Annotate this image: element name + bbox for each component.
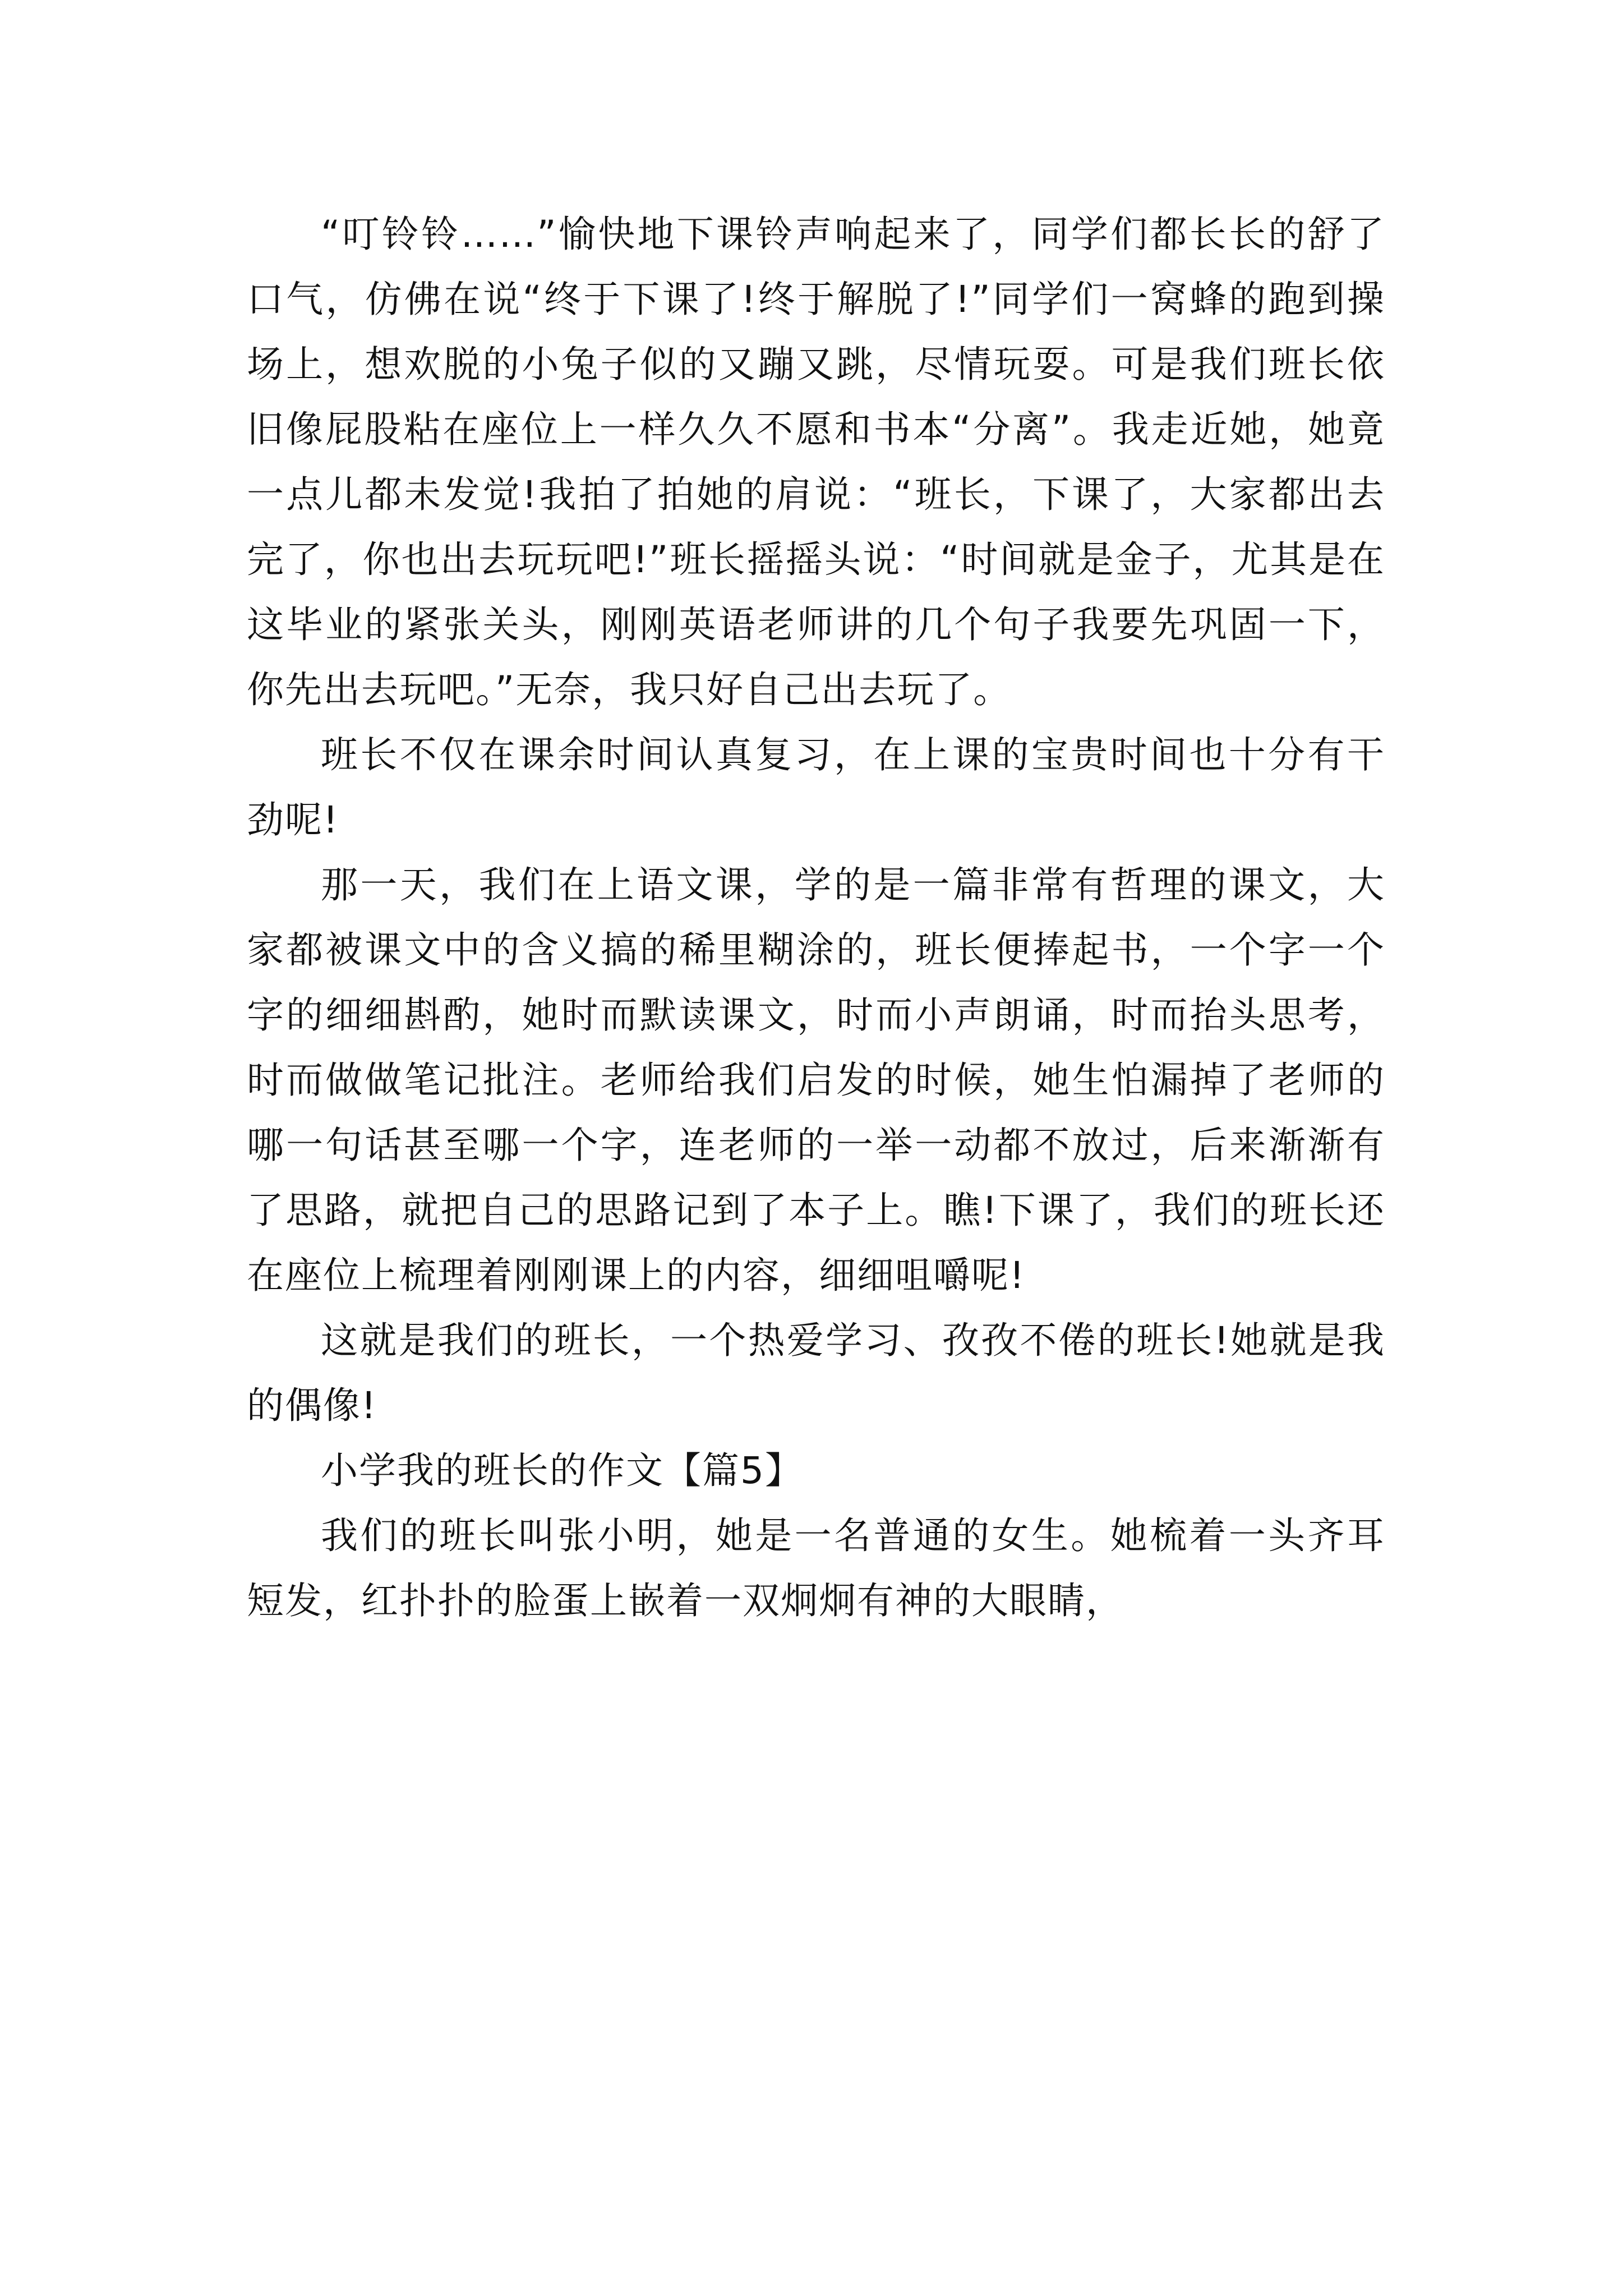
section-heading: 小学我的班长的作文【篇5】	[321, 1449, 803, 1492]
paragraph-conclusion: 这就是我们的班长，一个热爱学习、孜孜不倦的班长!她就是我的偶像!	[247, 1319, 1385, 1427]
paragraph-recess: “叮铃铃……”愉快地下课铃声响起来了，同学们都长长的舒了口气，仿佛在说“终于下课了!终于解脱了!”同学们一窝蜂的跑到操场上，想欢脱的小兔子似的又蹦又跳，尽情玩耍。可是我们班长依旧像屁股粘在座位上一样久久不愿和书本“分离”。我走近她，她竟一点儿都未发觉!我拍了拍她的肩说：“班长，下课了，大家都出去完了，你也出去玩玩吧!”班长摇摇头说：“时间就是金子，尤其是在这毕业的紧张关头，刚刚英语老师讲的几个句子我要先巩固一下，你先出去玩吧。”无奈，我只好自己出去玩了。	[247, 213, 1385, 711]
paragraph-intro-section-5: 我们的班长叫张小明，她是一名普通的女生。她梳着一头齐耳短发，红扑扑的脸蛋上嵌着一双炯炯有神的大眼睛，	[247, 1514, 1385, 1622]
paragraph-class-time: 班长不仅在课余时间认真复习，在上课的宝贵时间也十分有干劲呢!	[247, 733, 1385, 841]
paragraph-chinese-lesson: 那一天，我们在上语文课，学的是一篇非常有哲理的课文，大家都被课文中的含义搞的稀里糊涂的，班长便捧起书，一个字一个字的细细斟酌，她时而默读课文，时而小声朗诵，时而抬头思考，时而做做笔记批注。老师给我们启发的时候，她生怕漏掉了老师的哪一句话甚至哪一个字，连老师的一举一动都不放过，后来渐渐有了思路，就把自己的思路记到了本子上。瞧!下课了，我们的班长还在座位上梳理着刚刚课上的内容，细细咀嚼呢!	[247, 863, 1385, 1297]
document-body	[247, 202, 1385, 1634]
